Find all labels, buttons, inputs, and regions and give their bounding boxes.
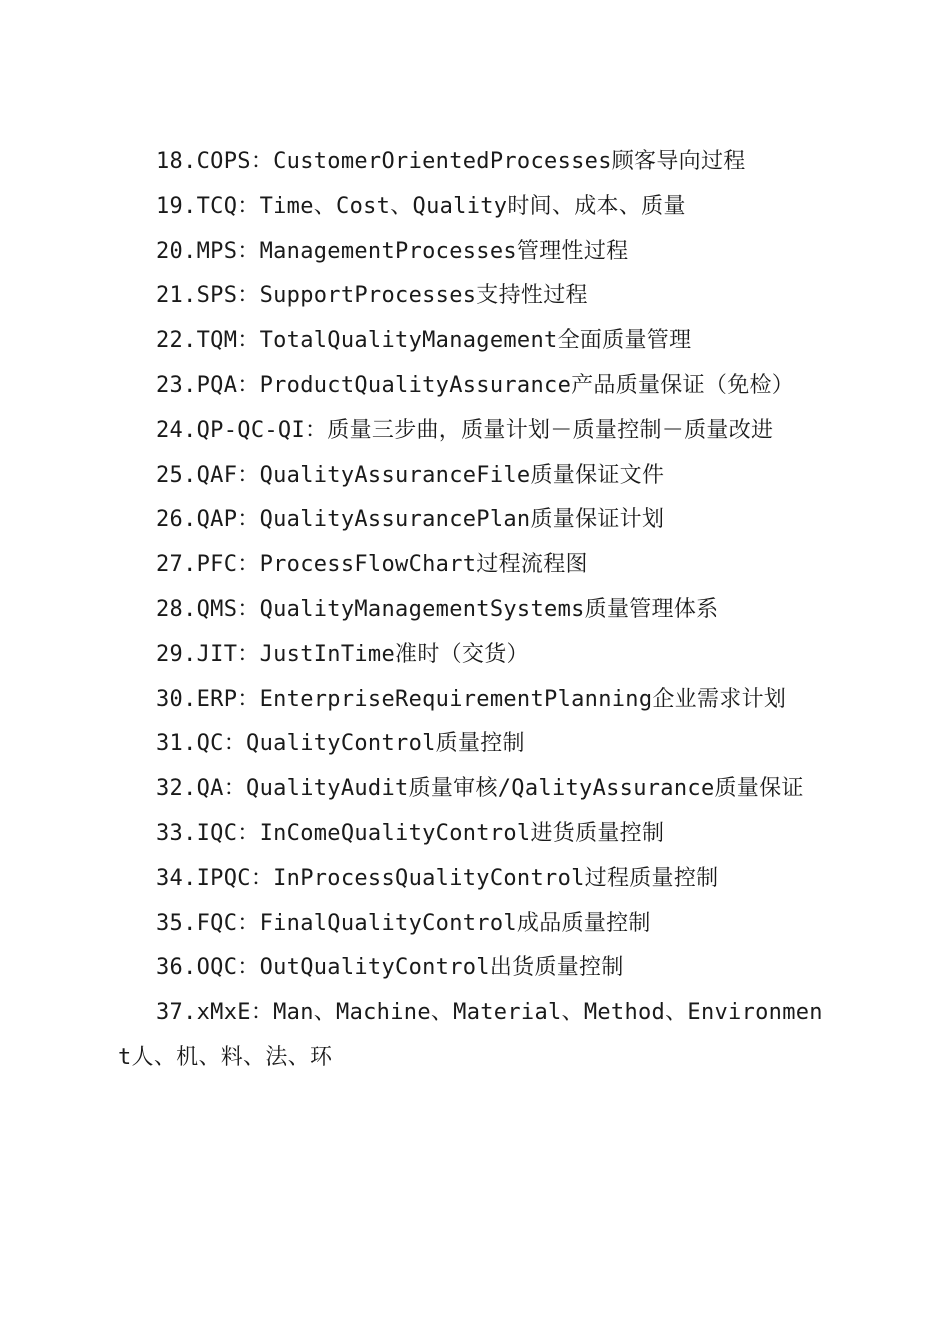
list-item: 30.ERP：EnterpriseRequirementPlanning企业需求计划 <box>156 686 787 712</box>
list-item: 28.QMS：QualityManagementSystems质量管理体系 <box>156 596 719 622</box>
list-item: 34.IPQC：InProcessQualityControl过程质量控制 <box>156 865 719 891</box>
list-item: 35.FQC：FinalQualityControl成品质量控制 <box>156 910 651 936</box>
list-item: 27.PFC：ProcessFlowChart过程流程图 <box>156 552 588 578</box>
list-item: 24.QP-QC-QI：质量三步曲，质量计划－质量控制－质量改进 <box>156 417 774 443</box>
abbreviation-list <box>118 140 830 1081</box>
list-item: 36.OQC：OutQualityControl出货质量控制 <box>156 955 624 981</box>
list-item: 25.QAF：QualityAssuranceFile质量保证文件 <box>156 462 665 488</box>
list-item: 21.SPS：SupportProcesses支持性过程 <box>156 283 588 309</box>
list-item: 33.IQC：InComeQualityControl进货质量控制 <box>156 820 665 846</box>
list-item: 37.xMxE：Man、Machine、Material、Method、Environment人、机、料、法、环 <box>118 1000 823 1070</box>
list-item: 20.MPS：ManagementProcesses管理性过程 <box>156 238 629 264</box>
list-item: 31.QC：QualityControl质量控制 <box>156 731 525 757</box>
list-item: 32.QA：QualityAudit质量审核/QalityAssurance质量保证 <box>156 776 804 802</box>
list-item: 29.JIT：JustInTime准时（交货） <box>156 641 529 667</box>
list-item: 23.PQA：ProductQualityAssurance产品质量保证（免检） <box>156 372 795 398</box>
list-item: 18.COPS：CustomerOrientedProcesses顾客导向过程 <box>156 149 746 174</box>
list-item: 26.QAP：QualityAssurancePlan质量保证计划 <box>156 507 665 533</box>
list-item: 19.TCQ：Time、Cost、Quality时间、成本、质量 <box>156 193 686 219</box>
list-item: 22.TQM：TotalQualityManagement全面质量管理 <box>156 328 692 354</box>
